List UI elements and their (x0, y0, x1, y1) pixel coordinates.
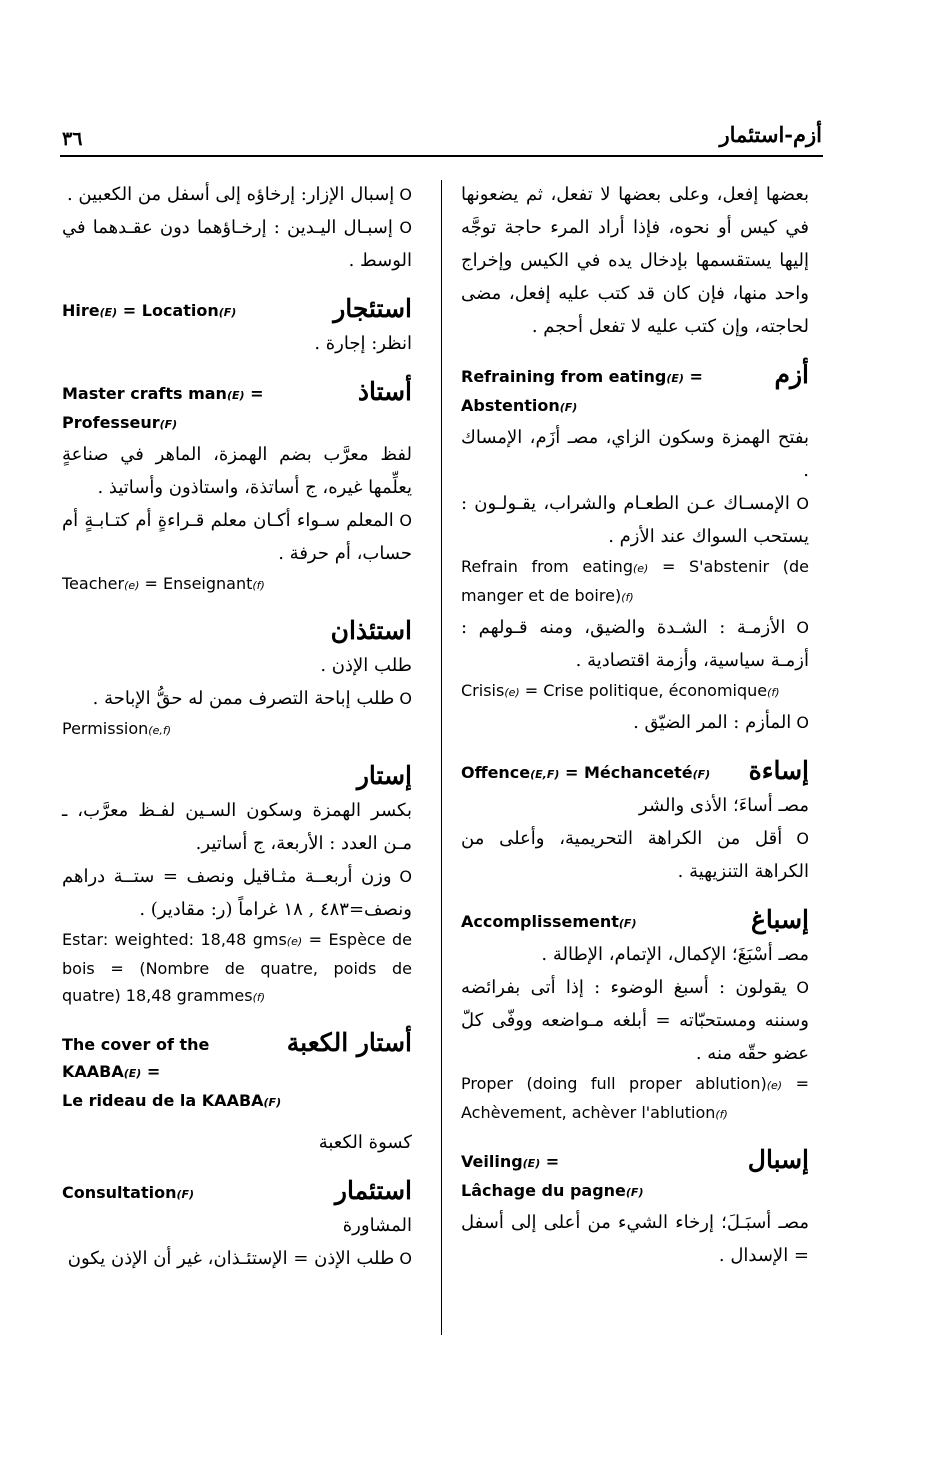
sense: O الإمسـاك عـن الطعـام والشراب، يقـولـون : يستحب السواك عند الأزم . (461, 487, 809, 553)
entry-translation: Refraining from eating(E) = Abstention(F) (461, 367, 703, 415)
entry-heading (461, 1142, 809, 1206)
entry-translation: The cover of the KAABA(E) = Le rideau de la KAABA(F) (62, 1035, 282, 1110)
entry-heading (461, 902, 809, 938)
column-divider (441, 180, 442, 1335)
entry-word: أزم (774, 360, 809, 389)
translation: Refrain from eating(e) = S'abstenir (de manger et de boire)(f) (461, 557, 809, 605)
translation: Crisis(e) = Crise politique, économique(f) (461, 681, 780, 700)
entry-word: استئمار (334, 1176, 412, 1205)
page-number: ٣٦ (62, 128, 83, 150)
entry-heading (62, 758, 412, 794)
entry-word: استئذان (330, 616, 412, 645)
definition: مصـ أساءَ؛ الأذى والشر (639, 795, 809, 816)
definition: المشاورة (342, 1215, 412, 1236)
sense: O المعلم سـواء أكـان معلم قـراءةٍ أم كتـابـةٍ أم حساب، أم حرفة . (62, 504, 412, 570)
definition: مصـ أسْبَغَ؛ الإكمال، الإتمام، الإطالة . (541, 944, 809, 965)
sense: O إسبـال اليـدين : إرخـاؤهما دون عقـدهما في الوسط . (62, 211, 412, 277)
translation: Permission(e,f) (62, 719, 172, 738)
entry-heading (62, 1025, 412, 1116)
definition: انظر: إجارة . (314, 333, 412, 354)
entry-word: استئجار (333, 294, 412, 323)
definition: طلب الإذن . (320, 655, 412, 676)
sense: O الأزمـة : الشـدة والضيق، ومنه قـولهم : أزمـة سياسية، وأزمة اقتصادية . (461, 611, 809, 677)
sense: O طلب إباحة التصرف ممن له حقُّ الإباحة . (62, 682, 412, 715)
entry-heading (461, 357, 809, 421)
page-header (62, 100, 822, 150)
entry-translation: Accomplissement(F) (461, 912, 637, 931)
sense: O أقل من الكراهة التحريمية، وأعلى من الكراهة التنزيهية . (461, 822, 809, 888)
intro-paragraph: بعضها إفعل، وعلى بعضها لا تفعل، ثم يضعونها في كيس أو نحوه، فإذا أراد المرء حاجة توجَّه إليها يستقسمها بإدخال يده في الكيس وإخراج واحد منها، فإن كان قد كتب عليه إفعل، مضى لحاجته، وإن كتب عليه لا تفعل أحجم . (461, 184, 809, 337)
entry-translation: Offence(E,F) = Méchanceté(F) (461, 763, 711, 782)
entry-translation: Veiling(E) = Lâchage du pagne(F) (461, 1152, 644, 1200)
entry-word: إسباغ (751, 905, 809, 934)
sense: O طلب الإذن = الإستئـذان، غير أن الإذن يكون (62, 1242, 412, 1275)
definition: مصـ أسبَـلَ؛ إرخاء الشيء من أعلى إلى أسفل = الإسدال . (461, 1212, 809, 1266)
definition: بفتح الهمزة وسكون الزاي، مصـ أزَم، الإمساك . (461, 427, 809, 481)
sense: O يقولون : أسبغ الوضوء : إذا أتى بفرائضه وسننه ومستحبّاته = أبلغه مـواضعه ووفّى كلّ عضو حقّه منه . (461, 971, 809, 1070)
entry-translation: Master crafts man(E) = Professeur(F) (62, 384, 264, 432)
entry-heading (62, 291, 412, 327)
sense: O وزن أربعــة مثـاقيل ونصف = ستــة دراهم ونصف=٤٨٣ , ١٨ غراماً (ر: مقادير) . (62, 860, 412, 926)
definition: كسوة الكعبة (318, 1132, 412, 1153)
entry-heading (62, 1173, 412, 1209)
entry-word: إستار (356, 761, 412, 790)
entry-word: إسبال (747, 1145, 809, 1174)
entry-heading (62, 613, 412, 649)
entry-word: أستار الكعبة (286, 1028, 412, 1057)
entry-word: أستاذ (357, 377, 412, 406)
sense: O المأزم : المر الضيّق . (461, 706, 809, 739)
translation: Proper (doing full proper ablution)(e) = Achèvement, achèver l'ablution(f) (461, 1074, 809, 1122)
entry-heading (62, 374, 412, 438)
right-column (461, 178, 809, 1272)
entry-word: إساءة (748, 756, 809, 785)
translation: Teacher(e) = Enseignant(f) (62, 574, 265, 593)
entry-translation: Consultation(F) (62, 1183, 195, 1202)
header-rule (60, 155, 823, 157)
translation: Estar: weighted: 18,48 gms(e) = Espèce de bois = (Nombre de quatre, poids de quatre) 18,48 grammes(f) (62, 930, 413, 1005)
running-head: أزم-استئمار (719, 122, 822, 147)
definition: بكسر الهمزة وسكون السـين لفـظ معرَّب، ـ مـن العدد : الأربعة، ج أساتير. (62, 800, 412, 854)
entry-heading (461, 753, 809, 789)
definition: لفظ معرَّب بضم الهمزة، الماهر في صناعةٍ يعلِّمها غيره، ج أساتذة، واستاذون وأساتيذ . (62, 444, 412, 498)
entry-translation: Hire(E) = Location(F) (62, 301, 237, 320)
left-column (62, 178, 412, 1275)
sense: O إسبال الإزار: إرخاؤه إلى أسفل من الكعبين . (62, 178, 412, 211)
